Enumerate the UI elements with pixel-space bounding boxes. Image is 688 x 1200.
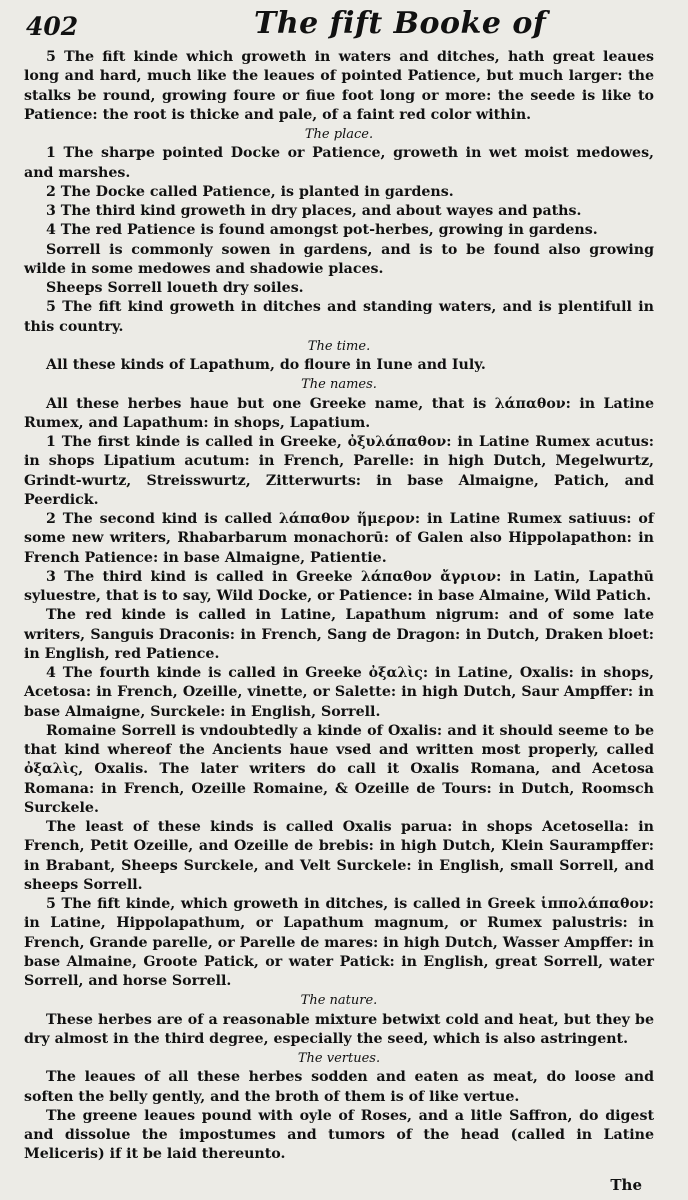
- paragraph: The least of these kinds is called Oxalis parua: in shops Acetosella: in French, Petit Ozeille, and Ozeille de brebis: in high Dutch, Klein Saurampffer: in Brabant, Sheeps Surckele, and Velt Surckele: in English, small Sorrell, and sheeps Sorrell.: [24, 819, 654, 893]
- paragraph: Sorrell is commonly sowen in gardens, and is to be found also growing wilde in some medowes and shadowie places.: [24, 241, 654, 277]
- section-heading: The nature.: [300, 993, 378, 1009]
- paragraph: 2 The Docke called Patience, is planted in gardens.: [46, 183, 454, 200]
- section-heading: The time.: [307, 338, 371, 354]
- paragraph: 4 The fourth kinde is called in Greeke ὀξαλὶς: in Latine, Oxalis: in shops, Acetosa: in French, Ozeille, vinette, or Salette: in high Dutch, Saur Ampffer: in base Almaigne, Surckele: in English, Sorrell.: [24, 665, 654, 720]
- paragraph: These herbes are of a reasonable mixture betwixt cold and heat, but they be dry almost in the third degree, especially the seed, which is also astringent.: [24, 1011, 654, 1047]
- paragraph: 1 The first kinde is called in Greeke, ὀξυλάπαθον: in Latine Rumex acutus: in shops Lipatium acutum: in French, Parelle: in high Dutch, Megelwurtz, Grindt-wurtz, Streisswurtz, Zitterwurts: in base Almaigne, Patich, and Peerdick.: [24, 434, 654, 508]
- paragraph: The leaues of all these herbes sodden and eaten as meat, do loose and soften the belly gently, and the broth of them is of like vertue.: [24, 1069, 654, 1105]
- paragraph: 4 The red Patience is found amongst pot-herbes, growing in gardens.: [46, 222, 598, 239]
- page-number: 402: [26, 12, 79, 41]
- page-header: [24, 6, 654, 48]
- paragraph: 5 The fift kinde, which groweth in ditches, is called in Greek ἱππολάπαθον: in Latine, Hippolapathum, or Lapathum magnum, or Rumex palustris: in French, Grande parelle, or Parelle de mares: in high Dutch, Wasser Ampffer: in base Almaine, Groote Patick, or water Patick: in English, great Sorrell, water Sorrell, and horse Sorrell.: [24, 896, 654, 989]
- running-head: The fift Booke of: [254, 6, 547, 41]
- paragraph: 5 The fift kinde which groweth in waters and ditches, hath great leaues long and hard, much like the leaues of pointed Patience, but much larger: the stalks be round, growing foure or fiue foot long or more: the seede is like to Patience: the root is thicke and pale, of a faint red color within.: [24, 49, 654, 123]
- paragraph: The greene leaues pound with oyle of Roses, and a litle Saffron, do digest and dissolue the impostumes and tumors of the head (called in Latine Meliceris) if it be laid thereunto.: [24, 1107, 654, 1163]
- paragraph: Sheeps Sorrell loueth dry soiles.: [46, 280, 304, 296]
- paragraph: Romaine Sorrell is vndoubtedly a kinde of Oxalis: and it should seeme to be that kind whereof the Ancients haue vsed and written most properly, called ὀξαλὶς, Oxalis. The later writers do call it Oxalis Romana, and Acetosa Romana: in French, Ozeille Romaine, & Ozeille de Tours: in Dutch, Roomsch Surckele.: [24, 722, 654, 816]
- section-heading: The vertues.: [297, 1051, 381, 1066]
- paragraph: 3 The third kind groweth in dry places, and about wayes and paths.: [46, 203, 582, 219]
- paragraph: 5 The fift kind groweth in ditches and standing waters, and is plentifull in this country.: [24, 299, 654, 335]
- paragraph: 1 The sharpe pointed Docke or Patience, groweth in wet moist medowes, and marshes.: [24, 145, 654, 181]
- body-text: [24, 48, 654, 1165]
- catchword: The: [610, 1176, 642, 1194]
- paragraph: All these kinds of Lapathum, do floure in Iune and Iuly.: [46, 357, 486, 373]
- paragraph: 3 The third kind is called in Greeke λάπαθον ἄγριον: in Latin, Lapathū syluestre, that is to say, Wild Docke, or Patience: in base Almaine, Wild Patich.: [24, 568, 654, 604]
- paragraph: All these herbes haue but one Greeke name, that is λάπαθον: in Latine Rumex, and Lapathum: in shops, Lapatium.: [24, 395, 654, 431]
- section-heading: The names.: [301, 377, 377, 393]
- paragraph: The red kinde is called in Latine, Lapathum nigrum: and of some late writers, Sanguis Draconis: in French, Sang de Dragon: in Dutch, Draken bloet: in English, red Patience.: [24, 607, 654, 662]
- section-heading: The place.: [304, 127, 374, 142]
- paragraph: 2 The second kind is called λάπαθον ἥμερον: in Latine Rumex satiuus: of some new writers, Rhabarbarum monachorū: of Galen also Hippolapathon: in French Patience: in base Almaigne, Patientie.: [24, 511, 654, 566]
